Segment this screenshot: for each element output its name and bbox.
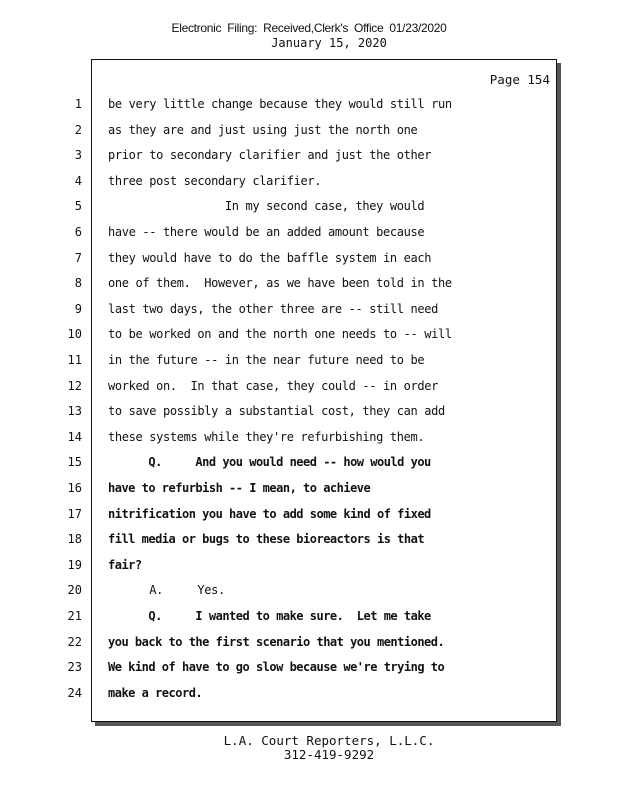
- line-number: 20: [67, 583, 82, 598]
- reporter-phone: 312-419-9292: [283, 747, 375, 762]
- transcript-line: as they are and just using just the north one: [108, 122, 418, 137]
- line-number: 21: [67, 609, 82, 623]
- transcript-line: Q. And you would need -- how would you: [108, 455, 431, 470]
- line-number: 18: [67, 532, 82, 547]
- line-number: 1: [74, 97, 82, 111]
- transcript-line: last two days, the other three are -- still need: [108, 301, 438, 316]
- line-number: 9: [74, 301, 82, 316]
- line-number: 6: [74, 225, 82, 239]
- transcript-line: three post secondary clarifier.: [108, 173, 322, 188]
- transcript-line: in the future -- in the near future need to be: [108, 353, 425, 367]
- transcript-line: to save possibly a substantial cost, they can add: [108, 404, 445, 419]
- line-number: 4: [74, 173, 82, 188]
- line-number: 23: [67, 660, 82, 675]
- transcript-line: worked on. In that case, they could -- in order: [108, 378, 438, 393]
- line-number: 2: [74, 122, 82, 137]
- line-number: 5: [74, 199, 82, 214]
- line-number: 11: [67, 353, 82, 367]
- transcript-line: you back to the first scenario that you mentioned.: [108, 634, 445, 649]
- line-number: 10: [67, 327, 82, 342]
- reporter-company: L.A. Court Reporters, L.L.C.: [223, 733, 435, 748]
- transcript-line: make a record.: [108, 685, 203, 700]
- transcript-line: these systems while they're refurbishing them.: [108, 429, 425, 444]
- transcript-line: A. Yes.: [108, 583, 225, 598]
- line-number: 17: [67, 506, 82, 521]
- transcript-line: We kind of have to go slow because we're trying to: [108, 660, 445, 675]
- transcript-line: Q. I wanted to make sure. Let me take: [108, 609, 431, 623]
- line-number: 7: [74, 250, 82, 265]
- line-number: 3: [74, 148, 82, 163]
- transcript-line: to be worked on and the north one needs to -- will: [108, 327, 452, 342]
- line-number: 19: [67, 557, 82, 572]
- transcript-line: In my second case, they would: [108, 199, 425, 214]
- page-number: Page 154: [489, 72, 550, 87]
- line-number: 12: [67, 378, 82, 393]
- transcript-line: have to refurbish -- I mean, to achieve: [108, 481, 371, 495]
- line-number: 14: [67, 429, 82, 444]
- transcript-line: nitrification you have to add some kind of fixed: [108, 506, 431, 521]
- line-number: 16: [67, 481, 82, 495]
- transcript-line: one of them. However, as we have been told in the: [108, 276, 452, 291]
- transcript-line: have -- there would be an added amount because: [108, 225, 425, 239]
- transcript-line: fair?: [108, 557, 142, 572]
- transcript-line: prior to secondary clarifier and just the other: [108, 148, 432, 163]
- line-number: 8: [74, 276, 82, 291]
- transcript-line: fill media or bugs to these bioreactors is that: [108, 532, 425, 547]
- line-number: 24: [67, 685, 82, 700]
- hearing-date: January 15, 2020: [271, 36, 387, 50]
- line-number: 13: [67, 404, 82, 419]
- line-number: 15: [67, 455, 82, 470]
- electronic-filing-stamp: Electronic Filing: Received,Clerk's Office 01/23/2020: [171, 21, 447, 35]
- transcript-line: be very little change because they would still run: [108, 97, 452, 111]
- transcript-line: they would have to do the baffle system in each: [108, 250, 432, 265]
- line-number: 22: [67, 634, 82, 649]
